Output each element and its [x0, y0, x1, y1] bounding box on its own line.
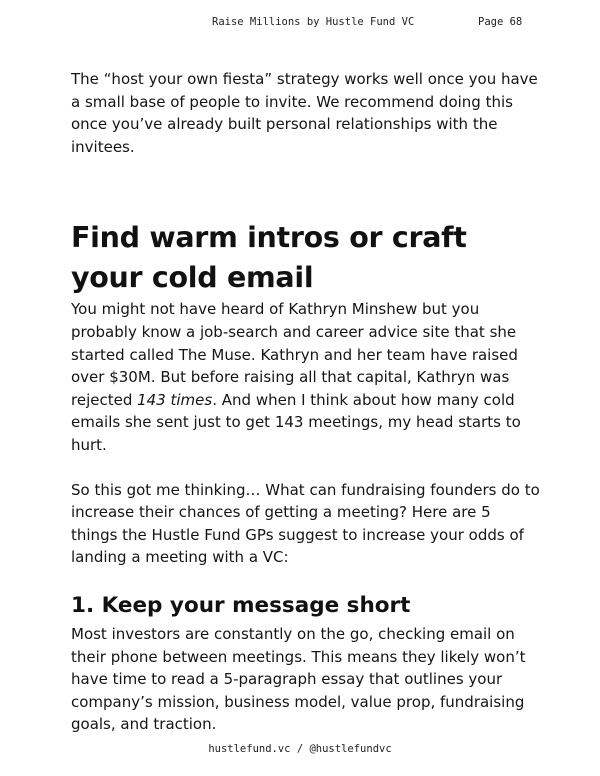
emphasis-text: 143 times — [137, 390, 213, 409]
section-heading: Find warm intros or craft your cold email — [71, 221, 467, 295]
subheading-keep-message-short: 1. Keep your message short — [71, 592, 411, 618]
paragraph-text: You might not have heard of Kathryn Minshew but you probably know a job-search and career advice site that she started called The Muse. Kathryn and her team have raised over $30M. But before raising all that capital, Kathryn was rejected — [71, 300, 518, 409]
paragraph-five-things: So this got me thinking… What can fundraising founders do to increase their chances of getting a meeting? Here are 5 things the Hustle Fund GPs suggest to increase your odds of landing a meeting with a VC: — [71, 480, 540, 567]
page-footer: hustlefund.vc / @hustlefundvc — [208, 743, 392, 755]
running-header — [0, 16, 600, 32]
paragraph-kathryn-minshew — [71, 298, 541, 456]
page-content — [71, 68, 541, 736]
paragraph-investors-on-the-go: Most investors are constantly on the go, checking email on their phone between meetings. This means they likely won’t have time to read a 5-paragraph essay that outlines your company’s mission, business model, value prop, fundraising goals, and traction. — [71, 624, 526, 734]
book-title: Raise Millions by Hustle Fund VC — [212, 16, 415, 28]
intro-paragraph: The “host your own fiesta” strategy works well once you have a small base of people to invite. We recommend doing this once you’ve already built personal relationships with the invitees. — [71, 70, 538, 156]
page-number: Page 68 — [478, 16, 523, 28]
paragraph-text: . And when I think about how many cold emails she sent just to get 143 meetings, my head starts to hurt. — [71, 390, 521, 454]
